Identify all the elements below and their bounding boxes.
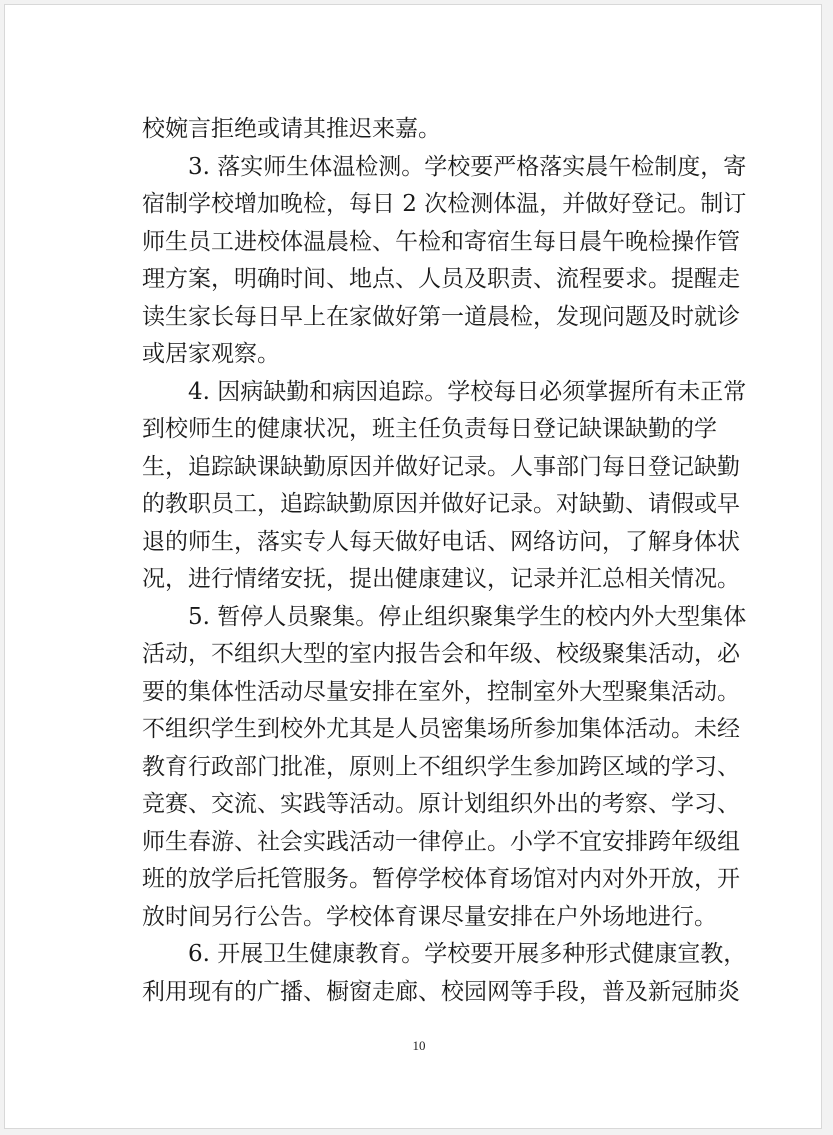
text-line: 活动，不组织大型的室内报告会和年级、校级聚集活动，必 xyxy=(142,641,740,667)
text-line: 教育行政部门批准，原则上不组织学生参加跨区域的学习、 xyxy=(142,753,740,780)
page-number: 10 xyxy=(412,1038,426,1053)
text-line: 到校师生的健康状况，班主任负责每日登记缺课缺勤的学 xyxy=(142,416,717,442)
text-line: 的教职员工，追踪缺勤原因并做好记录。对缺勤、请假或早 xyxy=(142,491,740,517)
text-line: 读生家长每日早上在家做好第一道晨检，发现问题及时就诊 xyxy=(142,303,740,330)
text-line: 3. 落实师生体温检测。学校要严格落实晨午检制度，寄 xyxy=(142,153,747,180)
text-line: 师生春游、社会实践活动一律停止。小学不宜安排跨年级组 xyxy=(142,828,740,855)
document-page xyxy=(4,4,822,1129)
text-line: 要的集体性活动尽量安排在室外，控制室外大型聚集活动。 xyxy=(142,678,740,705)
text-line: 竞赛、交流、实践等活动。原计划组织外出的考察、学习、 xyxy=(142,791,740,817)
text-line: 班的放学后托管服务。暂停学校体育场馆对内对外开放，开 xyxy=(142,866,740,892)
text-line: 6. 开展卫生健康教育。学校要开展多种形式健康宣教， xyxy=(142,941,747,967)
text-line: 师生员工进校体温晨检、午检和寄宿生每日晨午晚检操作管 xyxy=(142,228,740,255)
text-line: 校婉言拒绝或请其推迟来嘉。 xyxy=(142,116,441,142)
body-text xyxy=(142,111,747,1011)
text-line: 4. 因病缺勤和病因追踪。学校每日必须掌握所有未正常 xyxy=(142,378,747,405)
text-line: 宿制学校增加晚检，每日 2 次检测体温，并做好登记。制订 xyxy=(142,191,747,217)
text-line: 放时间另行公告。学校体育课尽量安排在户外场地进行。 xyxy=(142,903,717,930)
text-line: 5. 暂停人员聚集。停止组织聚集学生的校内外大型集体 xyxy=(142,603,747,630)
text-line: 或居家观察。 xyxy=(142,341,280,367)
text-line: 利用现有的广播、橱窗走廊、校园网等手段，普及新冠肺炎 xyxy=(142,978,740,1005)
text-line: 况，进行情绪安抚，提出健康建议，记录并汇总相关情况。 xyxy=(142,566,740,592)
text-line: 退的师生，落实专人每天做好电话、网络访问，了解身体状 xyxy=(142,528,740,555)
text-line: 不组织学生到校外尤其是人员密集场所参加集体活动。未经 xyxy=(142,716,740,742)
text-line: 理方案，明确时间、地点、人员及职责、流程要求。提醒走 xyxy=(142,266,740,292)
text-line: 生，追踪缺课缺勤原因并做好记录。人事部门每日登记缺勤 xyxy=(142,453,740,480)
